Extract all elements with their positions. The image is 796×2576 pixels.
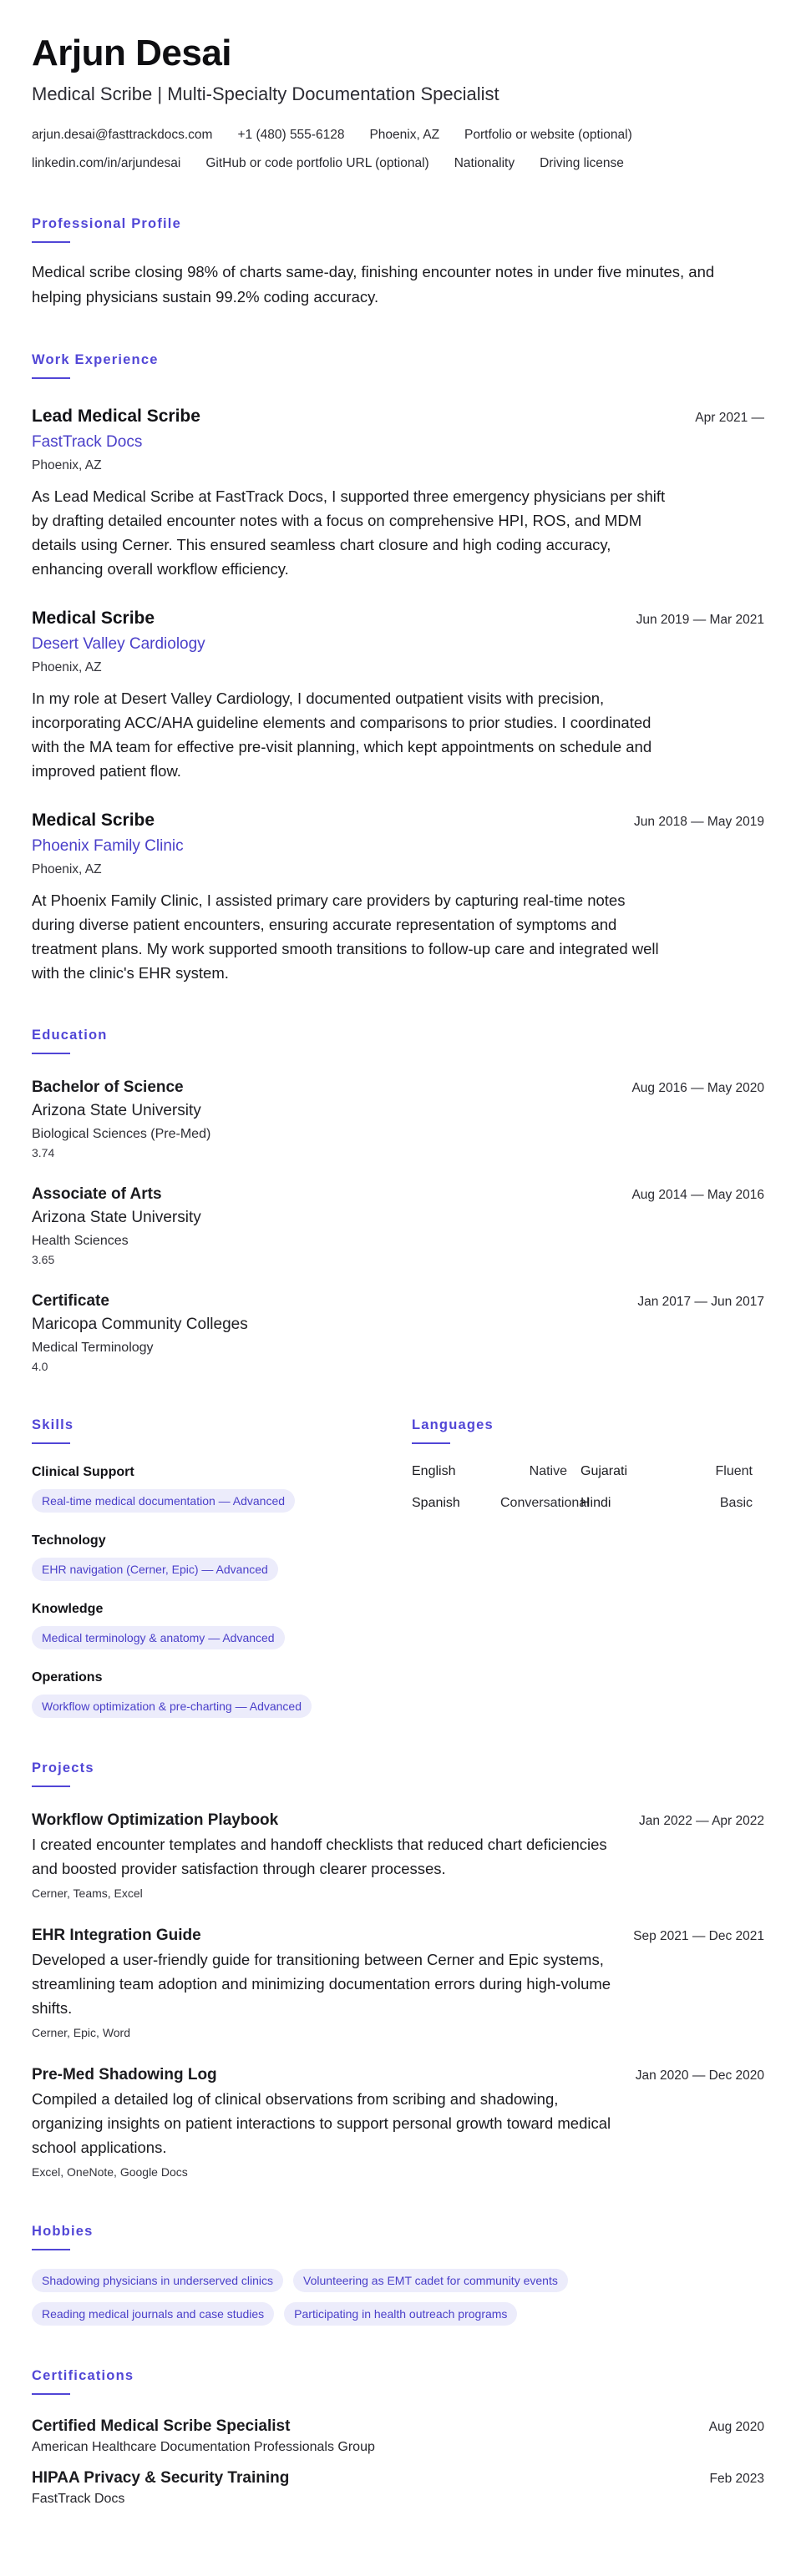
education-date: Aug 2014 — May 2016 (631, 1188, 764, 1202)
section-divider (32, 1053, 70, 1054)
education-field: Biological Sciences (Pre-Med) (32, 1127, 211, 1141)
profile-section (32, 214, 764, 310)
skill-chip: EHR navigation (Cerner, Epic) — Advanced (32, 1558, 278, 1581)
job-description: In my role at Desert Valley Cardiology, I documented outpatient visits with precision, incorporating ACC/AHA guideline elements and comparisons to prior studies. I coordinated with the MA team for effective pre-visit planning, which kept appointments on schedule and improved patient flow. (32, 689, 652, 780)
section-title: Languages (412, 1417, 494, 1432)
education-degree: Bachelor of Science (32, 1078, 184, 1096)
job-entry (32, 404, 764, 581)
job-location: Phoenix, AZ (32, 862, 102, 876)
language-level: Conversational (500, 1496, 590, 1510)
certification-entry (32, 2415, 764, 2457)
section-title: Certifications (32, 2368, 134, 2383)
skill-group (32, 1462, 412, 1513)
language-name: Gujarati (581, 1464, 628, 1478)
certification-name: HIPAA Privacy & Security Training (32, 2469, 290, 2487)
section-title: Work Experience (32, 352, 159, 367)
project-entry (32, 2063, 764, 2181)
contact-phone[interactable]: +1 (480) 555-6128 (237, 128, 345, 142)
project-date: Jan 2022 — Apr 2022 (639, 1814, 764, 1828)
project-date: Jan 2020 — Dec 2020 (635, 2068, 764, 2083)
language-name: Spanish (412, 1496, 460, 1510)
education-degree: Associate of Arts (32, 1185, 162, 1203)
project-entry (32, 1924, 764, 2042)
hobby-chip: Volunteering as EMT cadet for community events (293, 2269, 568, 2292)
section-title: Projects (32, 1760, 94, 1775)
education-school: Maricopa Community Colleges (32, 1316, 248, 1333)
job-date: Jun 2018 — May 2019 (634, 815, 764, 829)
language-level: Fluent (715, 1464, 753, 1478)
contact-portfolio[interactable]: Portfolio or website (optional) (464, 128, 632, 142)
project-tools: Excel, OneNote, Google Docs (32, 2165, 188, 2179)
education-field: Medical Terminology (32, 1341, 154, 1355)
project-tools: Cerner, Teams, Excel (32, 1887, 143, 1900)
candidate-name: Arjun Desai (32, 33, 232, 73)
section-title: Education (32, 1028, 108, 1043)
section-divider (32, 1442, 70, 1444)
resume-header (32, 32, 764, 174)
contact-nationality: Nationality (454, 156, 515, 170)
education-date: Jan 2017 — Jun 2017 (637, 1295, 764, 1309)
job-location: Phoenix, AZ (32, 660, 102, 674)
section-title: Skills (32, 1417, 74, 1432)
education-degree: Certificate (32, 1292, 109, 1310)
project-title: EHR Integration Guide (32, 1927, 201, 1944)
hobbies-section (32, 2221, 764, 2326)
certification-date: Feb 2023 (709, 2472, 764, 2486)
section-divider (412, 1442, 450, 1444)
projects-section (32, 1758, 764, 2181)
education-entry (32, 1076, 764, 1161)
contact-github[interactable]: GitHub or code portfolio URL (optional) (205, 156, 429, 170)
certification-issuer: American Healthcare Documentation Professionals Group (32, 2440, 375, 2454)
project-date: Sep 2021 — Dec 2021 (633, 1929, 764, 1943)
project-title: Workflow Optimization Playbook (32, 1811, 279, 1829)
section-divider (32, 2393, 70, 2395)
skills-section (32, 1415, 412, 1718)
education-field: Health Sciences (32, 1234, 129, 1248)
contact-linkedin[interactable]: linkedin.com/in/arjundesai (32, 156, 181, 170)
job-description: At Phoenix Family Clinic, I assisted primary care providers by capturing real-time notes during diverse patient encounters, ensuring accurate representation of symptoms and treatment plans. My work supported smooth transitions to follow-up care and integrated well with the clinic's EHR system. (32, 891, 659, 982)
certification-issuer: FastTrack Docs (32, 2492, 125, 2506)
skill-category: Technology (32, 1533, 106, 1548)
job-date: Apr 2021 — (695, 411, 764, 425)
language-list (412, 1462, 764, 1513)
section-divider (32, 1786, 70, 1787)
education-school: Arizona State University (32, 1102, 201, 1119)
skill-chip: Medical terminology & anatomy — Advanced (32, 1626, 285, 1649)
project-description: I created encounter templates and handoff checklists that reduced chart deficiencies and boosted provider satisfaction through clearer processes. (32, 1836, 607, 1877)
contact-driving-license: Driving license (540, 156, 624, 170)
job-location: Phoenix, AZ (32, 458, 102, 472)
section-divider (32, 241, 70, 243)
profile-summary: Medical scribe closing 98% of charts same-day, finishing encounter notes in under five minutes, and helping physicians sustain 99.2% coding accuracy. (32, 263, 715, 306)
job-title: Medical Scribe (32, 609, 155, 628)
contact-location: Phoenix, AZ (369, 128, 440, 142)
job-company: Desert Valley Cardiology (32, 635, 205, 653)
hobby-chip: Shadowing physicians in underserved clinics (32, 2269, 283, 2292)
experience-section (32, 350, 764, 985)
job-company: FastTrack Docs (32, 433, 143, 451)
skill-category: Clinical Support (32, 1465, 134, 1479)
contact-list (32, 125, 764, 174)
project-tools: Cerner, Epic, Word (32, 2026, 131, 2039)
job-title: Medical Scribe (32, 811, 155, 830)
languages-section (412, 1415, 764, 1718)
project-title: Pre-Med Shadowing Log (32, 2066, 217, 2084)
hobby-chip: Reading medical journals and case studies (32, 2302, 274, 2326)
job-company: Phoenix Family Clinic (32, 837, 184, 855)
section-title: Hobbies (32, 2224, 94, 2239)
skill-category: Operations (32, 1670, 103, 1685)
job-title: Lead Medical Scribe (32, 407, 200, 426)
certification-date: Aug 2020 (708, 2420, 764, 2434)
job-entry (32, 606, 764, 783)
project-description: Compiled a detailed log of clinical observations from scribing and shadowing, organizing insights on patient interactions to support personal growth toward medical school applications. (32, 2090, 611, 2156)
education-gpa: 3.65 (32, 1253, 55, 1266)
hobby-chip: Participating in health outreach programs (284, 2302, 517, 2326)
project-description: Developed a user-friendly guide for transitioning between Cerner and Epic systems, streamlining team adoption and minimizing documentation errors during high-volume shifts. (32, 1951, 611, 2017)
section-title: Professional Profile (32, 216, 181, 231)
job-entry (32, 808, 764, 985)
skill-chip: Workflow optimization & pre-charting — Advanced (32, 1695, 312, 1718)
skills-languages-row (32, 1415, 764, 1718)
certification-entry (32, 2467, 764, 2508)
language-level: Native (529, 1464, 567, 1478)
education-date: Aug 2016 — May 2020 (631, 1081, 764, 1095)
education-section (32, 1025, 764, 1375)
project-entry (32, 1809, 764, 1902)
education-entry (32, 1290, 764, 1375)
certifications-section (32, 2366, 764, 2508)
skill-category: Knowledge (32, 1602, 104, 1616)
section-divider (32, 377, 70, 379)
section-divider (32, 2249, 70, 2250)
language-name: Hindi (581, 1496, 611, 1510)
candidate-headline: Medical Scribe | Multi-Specialty Documentation Specialist (32, 83, 499, 104)
contact-email[interactable]: arjun.desai@fasttrackdocs.com (32, 128, 213, 142)
skill-chip: Real-time medical documentation — Advanced (32, 1489, 295, 1513)
education-entry (32, 1183, 764, 1268)
job-date: Jun 2019 — Mar 2021 (636, 613, 764, 627)
skill-group (32, 1531, 412, 1581)
hobby-chip-list (32, 2262, 764, 2326)
language-level: Basic (719, 1496, 753, 1510)
education-gpa: 4.0 (32, 1360, 48, 1373)
certification-name: Certified Medical Scribe Specialist (32, 2417, 291, 2435)
skill-group (32, 1668, 412, 1718)
education-school: Arizona State University (32, 1209, 201, 1226)
job-description: As Lead Medical Scribe at FastTrack Docs, I supported three emergency physicians per shift by drafting detailed encounter notes with a focus on comprehensive HPI, ROS, and MDM details using Cerner. This ensured seamless chart closure and high coding accuracy, enhancing overall workflow efficiency. (32, 487, 666, 578)
language-name: English (412, 1464, 456, 1478)
skill-group (32, 1599, 412, 1649)
education-gpa: 3.74 (32, 1146, 55, 1159)
